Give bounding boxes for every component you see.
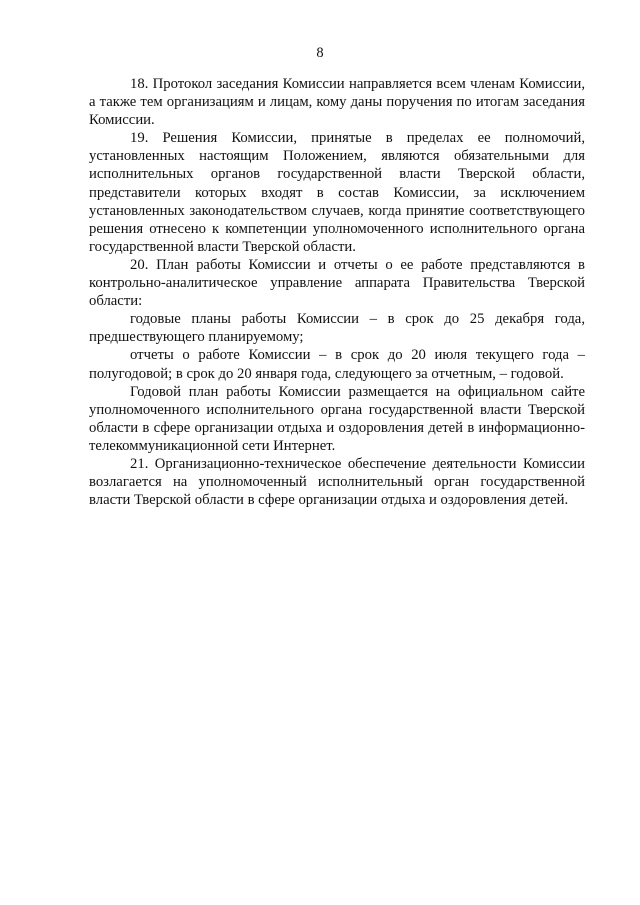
- paragraph-annual-plans: годовые планы работы Комиссии – в срок до 25 декабря года, предшествующего планируемому;: [89, 311, 585, 346]
- document-body: [89, 75, 585, 509]
- paragraph-18: 18. Протокол заседания Комиссии направляется всем членам Комиссии, а также тем организациям и лицам, кому даны поручения по итогам заседания Комиссии.: [89, 76, 585, 129]
- paragraph-19: 19. Решения Комиссии, принятые в пределах ее полномочий, установленных настоящим Положением, являются обязательными для исполнительных органов государственной власти Тверской области, представители которых входят в состав Комиссии, за исключением установленных законодательством случаев, когда принятие соответствующего решения отнесено к компетенции уполномоченного исполнительного органа государственной власти Тверской области.: [89, 130, 585, 255]
- paragraph-annual-plan-publication: Годовой план работы Комиссии размещается на официальном сайте уполномоченного исполнительного органа государственной власти Тверской области в сфере организации отдыха и оздоровления детей в информационно-телекоммуникационной сети Интернет.: [89, 383, 585, 454]
- paragraph-20: 20. План работы Комиссии и отчеты о ее работе представляются в контрольно-аналитическое управление аппарата Правительства Тверской области:: [89, 256, 585, 310]
- paragraph-21: 21. Организационно-техническое обеспечение деятельности Комиссии возлагается на уполномоченный исполнительный орган государственной власти Тверской области в сфере организации отдыха и оздоровления детей.: [89, 455, 585, 509]
- paragraph-reports: отчеты о работе Комиссии – в срок до 20 июля текущего года – полугодовой; в срок до 20 января года, следующего за отчетным, – годовой.: [89, 347, 585, 382]
- page-number: 8: [316, 45, 324, 61]
